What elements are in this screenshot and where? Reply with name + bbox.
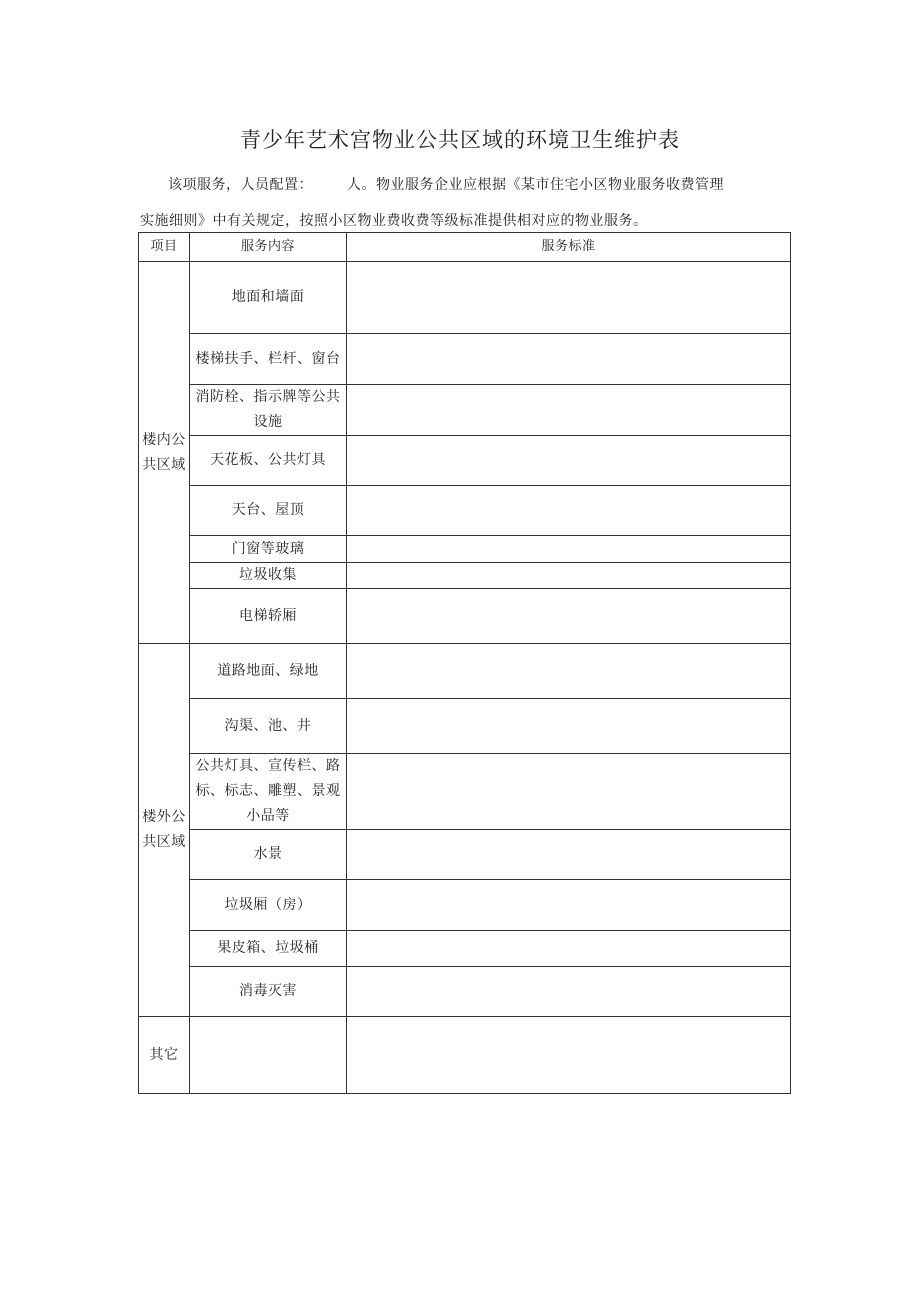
table-row	[139, 699, 791, 754]
service-standard-cell[interactable]	[347, 436, 791, 486]
table-row	[139, 563, 791, 589]
service-content[interactable]	[190, 1017, 347, 1094]
table-row	[139, 754, 791, 830]
intro-text-a: 该项服务，人员配置：	[168, 177, 313, 193]
service-content: 道路地面、绿地	[190, 644, 347, 699]
table-row	[139, 1017, 791, 1094]
service-standard-cell[interactable]	[347, 262, 791, 334]
table-row	[139, 880, 791, 931]
service-content: 果皮箱、垃圾桶	[190, 931, 347, 967]
service-content: 电梯轿厢	[190, 589, 347, 644]
section-indoor: 楼内公共区域	[139, 262, 190, 644]
service-standard-cell[interactable]	[347, 830, 791, 880]
service-content: 地面和墙面	[190, 262, 347, 334]
service-content: 垃圾厢（房）	[190, 880, 347, 931]
service-standard-cell[interactable]	[347, 589, 791, 644]
service-content: 天台、屋顶	[190, 486, 347, 536]
service-content: 消防栓、指示牌等公共设施	[190, 385, 347, 436]
service-content: 公共灯具、宣传栏、路标、标志、雕塑、景观小品等	[190, 754, 347, 830]
section-other: 其它	[139, 1017, 190, 1094]
table-row	[139, 536, 791, 563]
table-header-row	[139, 233, 791, 262]
service-standard-cell[interactable]	[347, 334, 791, 385]
table-row	[139, 589, 791, 644]
table-row	[139, 644, 791, 699]
intro-paragraph-line-1	[168, 174, 818, 194]
service-content: 沟渠、池、井	[190, 699, 347, 754]
table-row	[139, 334, 791, 385]
section-outdoor: 楼外公共区域	[139, 644, 190, 1017]
service-standard-cell[interactable]	[347, 563, 791, 589]
service-content: 水景	[190, 830, 347, 880]
service-standard-cell[interactable]	[347, 486, 791, 536]
header-item: 项目	[139, 233, 190, 262]
page-title: 青少年艺术宫物业公共区域的环境卫生维护表	[240, 128, 680, 152]
table-row	[139, 931, 791, 967]
service-standard-cell[interactable]	[347, 967, 791, 1017]
service-standard-cell[interactable]	[347, 699, 791, 754]
service-standard-cell[interactable]	[347, 536, 791, 563]
table-row	[139, 830, 791, 880]
service-content: 楼梯扶手、栏杆、窗台	[190, 334, 347, 385]
header-standard: 服务标准	[347, 233, 791, 262]
table-row	[139, 385, 791, 436]
table-row	[139, 436, 791, 486]
service-content: 消毒灭害	[190, 967, 347, 1017]
service-standard-cell[interactable]	[347, 931, 791, 967]
sanitation-table	[138, 232, 791, 1094]
service-standard-cell[interactable]	[347, 644, 791, 699]
service-content: 门窗等玻璃	[190, 536, 347, 563]
intro-paragraph-line-2: 实施细则》中有关规定，按照小区物业费收费等级标准提供相对应的物业服务。	[140, 213, 648, 229]
table-row	[139, 967, 791, 1017]
header-content: 服务内容	[190, 233, 347, 262]
table-row	[139, 262, 791, 334]
service-content: 天花板、公共灯具	[190, 436, 347, 486]
service-standard-cell[interactable]	[347, 385, 791, 436]
table-row	[139, 486, 791, 536]
service-standard-cell[interactable]	[347, 880, 791, 931]
intro-text-b: 人。物业服务企业应根据《某市住宅小区物业服务收费管理	[347, 177, 724, 193]
service-standard-cell[interactable]	[347, 754, 791, 830]
service-standard-cell[interactable]	[347, 1017, 791, 1094]
service-content: 垃圾收集	[190, 563, 347, 589]
